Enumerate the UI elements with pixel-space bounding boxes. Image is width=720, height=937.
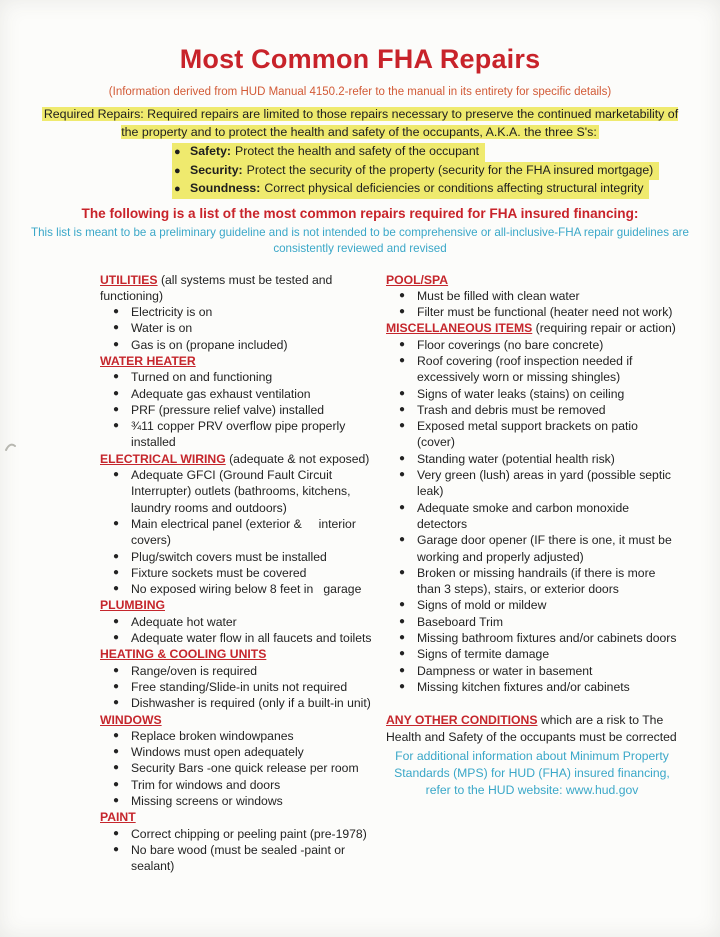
section-paint <box>100 809 374 874</box>
section-heading <box>100 597 374 613</box>
list-item <box>100 744 374 760</box>
list-item-text: Garage door opener (IF there is one, it must be working and properly adjusted) <box>417 533 672 564</box>
list-item-text: PRF (pressure relief valve) installed <box>131 402 325 417</box>
column-right <box>386 272 678 875</box>
list-item <box>386 418 678 451</box>
list-item <box>386 679 678 695</box>
list-item-text: Windows must open adequately <box>131 745 304 760</box>
list-item <box>386 532 678 565</box>
list-item-text: Broken or missing handrails (if there is more than 3 steps), stairs, or exterior doors <box>417 565 656 597</box>
bullet-icon: ● <box>399 306 406 318</box>
bullet-icon: ● <box>113 843 120 855</box>
three-s-text: Correct physical deficiencies or conditions affecting structural integrity <box>264 181 644 195</box>
list-item-text: Water is on <box>131 321 193 336</box>
column-left <box>100 272 374 875</box>
required-repairs-intro <box>36 105 684 141</box>
bullet-icon: ● <box>113 583 120 595</box>
section-heading <box>100 809 374 825</box>
list-item <box>386 646 678 662</box>
section-heading-title: WINDOWS <box>100 712 162 727</box>
list-item <box>100 760 374 776</box>
section-heading-title: ELECTRICAL WIRING <box>100 451 226 466</box>
list-item <box>386 337 678 353</box>
section-heading-suffix: (all systems must be tested and functioning) <box>100 272 333 303</box>
list-item-text: Plug/switch covers must be installed <box>131 549 327 564</box>
bullet-icon: ● <box>113 664 120 676</box>
section-heading <box>100 272 374 305</box>
list-item <box>386 304 678 320</box>
list-item-text: Signs of termite damage <box>417 647 550 662</box>
list-item-text: Range/oven is required <box>131 663 258 678</box>
list-item-text: Adequate hot water <box>131 614 237 629</box>
list-item-text: Signs of water leaks (stains) on ceiling <box>417 386 625 401</box>
list-item <box>172 143 485 162</box>
section-miscellaneous-items <box>386 320 678 695</box>
list-item <box>100 369 374 385</box>
list-item-text: Gas is on (propane included) <box>131 337 288 352</box>
pen-mark-icon <box>3 438 25 456</box>
list-item-text: Free standing/Slide-in units not required <box>131 679 348 694</box>
section-heading-title: MISCELLANEOUS ITEMS <box>386 321 533 336</box>
three-s-text: Protect the health and safety of the occupant <box>235 144 480 158</box>
list-item-text: Correct chipping or peeling paint (pre-1978) <box>131 826 367 841</box>
list-note: This list is meant to be a preliminary guideline and is not intended to be comprehensive or all-inclusive-FHA repair guidelines are consistently reviewed and revised <box>31 225 689 255</box>
list-item <box>100 679 374 695</box>
required-repairs-text: Required Repairs: Required repairs are limited to those repairs necessary to preserve the continued marketability of the property and to protect the health and safety of the occupants, A.K.A. the three S's: <box>43 107 679 139</box>
bullet-icon: ● <box>174 183 181 195</box>
bullet-icon: ● <box>174 146 181 158</box>
section-heading-title: PLUMBING <box>100 598 165 613</box>
list-item <box>100 793 374 809</box>
list-item <box>386 565 678 598</box>
bullet-icon: ● <box>399 632 406 644</box>
any-other-text: which are a risk to The Health and Safety of the occupants must be corrected <box>386 713 677 744</box>
list-item-text: No exposed wiring below 8 feet in garage <box>131 582 362 597</box>
list-item-text: Trim for windows and doors <box>131 777 281 792</box>
bullet-icon: ● <box>113 729 120 741</box>
bullet-icon: ● <box>113 795 120 806</box>
list-item-text: Adequate gas exhaust ventilation <box>131 386 311 401</box>
bullet-icon: ● <box>113 371 120 383</box>
list-item <box>100 549 374 565</box>
bullet-icon: ● <box>113 778 120 790</box>
bullet-icon: ● <box>399 615 406 627</box>
list-item <box>386 288 678 304</box>
list-item-text: Missing screens or windows <box>131 794 283 808</box>
bullet-icon: ● <box>399 664 406 676</box>
bullet-icon: ● <box>113 387 120 399</box>
section-utilities <box>100 272 374 353</box>
section-heading-suffix: (requiring repair or action) <box>532 321 676 336</box>
bullet-icon: ● <box>399 648 406 660</box>
list-item-text: Missing bathroom fixtures and/or cabinets doors <box>417 631 677 646</box>
list-item <box>100 614 374 630</box>
bullet-icon: ● <box>399 289 406 301</box>
section-heading-title: WATER HEATER <box>100 353 196 368</box>
section-plumbing <box>100 597 374 646</box>
page-title: Most Common FHA Repairs <box>179 44 541 74</box>
list-item <box>100 663 374 679</box>
list-item-text: Filter must be functional (heater need not work) <box>417 305 673 320</box>
hud-note-text: For additional information about Minimum Property Standards (MPS) for HUD (FHA) insured financing, refer to the HUD website: <box>394 748 670 797</box>
list-item-text: Electricity is on <box>131 305 213 320</box>
bullet-icon: ● <box>399 452 406 464</box>
bullet-icon: ● <box>113 680 120 692</box>
bullet-icon: ● <box>113 338 120 350</box>
bullet-icon: ● <box>113 403 120 415</box>
bullet-icon: ● <box>113 615 120 627</box>
list-item <box>100 842 374 875</box>
bullet-icon: ● <box>399 387 406 399</box>
three-s-list <box>172 143 659 199</box>
section-heading <box>386 320 678 336</box>
list-item <box>100 695 374 711</box>
list-item <box>386 614 678 630</box>
list-item-text: Turned on and functioning <box>131 370 273 385</box>
list-item <box>172 162 659 181</box>
list-item <box>386 467 678 500</box>
list-item-text: Exposed metal support brackets on patio (cover) <box>417 419 638 450</box>
list-item-text: Standing water (potential health risk) <box>417 451 615 466</box>
section-heading <box>100 712 374 728</box>
list-item <box>386 597 678 613</box>
any-other-conditions <box>386 712 678 745</box>
list-item-text: Trash and debris must be removed <box>417 402 606 417</box>
list-item <box>100 386 374 402</box>
list-item <box>100 337 374 353</box>
bullet-icon: ● <box>399 599 406 611</box>
section-heating-cooling-units <box>100 646 374 711</box>
bullet-icon: ● <box>113 322 120 334</box>
list-item <box>100 728 374 744</box>
bullet-icon: ● <box>113 420 120 432</box>
list-heading: The following is a list of the most common repairs required for FHA insured financing: <box>81 205 639 221</box>
bullet-icon: ● <box>113 827 120 839</box>
list-item <box>100 304 374 320</box>
page-subtitle: (Information derived from HUD Manual 4150.2-refer to the manual in its entirety for specific details) <box>108 86 612 98</box>
list-item <box>100 826 374 842</box>
list-item <box>100 320 374 336</box>
list-item-text: Security Bars -one quick release per room <box>131 761 359 776</box>
list-item-text: Floor coverings (no bare concrete) <box>417 337 604 352</box>
section-heading <box>386 272 678 288</box>
three-s-label: Safety: <box>190 144 232 158</box>
list-item-text: Missing kitchen fixtures and/or cabinets <box>417 679 630 694</box>
list-item-text: Very green (lush) areas in yard (possible septic leak) <box>417 468 672 499</box>
list-item-text: Main electrical panel (exterior & interior covers) <box>131 516 356 548</box>
bullet-icon: ● <box>113 550 120 562</box>
list-item-text: Replace broken windowpanes <box>131 728 294 743</box>
hud-website-url: www.hud.gov <box>565 782 639 797</box>
two-column-body <box>100 272 720 875</box>
list-item-text: Adequate water flow in all faucets and toilets <box>131 631 372 646</box>
section-windows <box>100 712 374 810</box>
section-heading-title: UTILITIES <box>100 272 158 287</box>
bullet-icon: ● <box>113 306 120 318</box>
list-item-text: Roof covering (roof inspection needed if excessively worn or missing shingles) <box>417 353 633 385</box>
bullet-icon: ● <box>399 469 406 481</box>
list-item <box>100 516 374 549</box>
bullet-icon: ● <box>174 164 181 177</box>
list-item <box>172 180 649 199</box>
hud-info-note <box>386 748 678 799</box>
list-item <box>100 630 374 646</box>
bullet-icon: ● <box>399 680 406 692</box>
list-item <box>386 630 678 646</box>
bullet-icon: ● <box>113 697 120 709</box>
section-electrical-wiring <box>100 451 374 598</box>
section-heading <box>100 353 374 369</box>
bullet-icon: ● <box>113 762 120 774</box>
list-item-text: ¾11 copper PRV overflow pipe properly installed <box>131 419 346 450</box>
any-other-heading: ANY OTHER CONDITIONS <box>386 713 538 728</box>
three-s-label: Soundness: <box>190 181 261 195</box>
bullet-icon: ● <box>113 469 120 481</box>
list-item-text: No bare wood (must be sealed -paint or sealant) <box>131 842 346 874</box>
bullet-icon: ● <box>113 746 120 758</box>
section-heading-title: HEATING & COOLING UNITS <box>100 647 267 662</box>
list-item-text: Dampness or water in basement <box>417 663 593 678</box>
section-heading <box>100 646 374 662</box>
bullet-icon: ● <box>399 534 406 546</box>
section-heading-title: PAINT <box>100 810 136 825</box>
list-item <box>100 402 374 418</box>
document-header <box>0 0 720 258</box>
bullet-icon: ● <box>399 354 406 366</box>
list-item <box>386 386 678 402</box>
list-item <box>100 467 374 516</box>
bullet-icon: ● <box>399 403 406 415</box>
section-heading-title: POOL/SPA <box>386 272 449 287</box>
section-heading <box>100 451 374 467</box>
list-item-text: Baseboard Trim <box>417 614 504 629</box>
bullet-icon: ● <box>113 632 120 644</box>
list-item <box>100 777 374 793</box>
bullet-icon: ● <box>399 420 406 432</box>
list-item <box>100 581 374 597</box>
three-s-text: Protect the security of the property (security for the FHA insured mortgage) <box>246 162 654 177</box>
list-item-text: Adequate GFCI (Ground Fault Circuit Interrupter) outlets (bathrooms, kitchens, laundry rooms and outdoors) <box>131 468 351 515</box>
section-heading-suffix: (adequate & not exposed) <box>225 451 370 466</box>
list-item <box>386 451 678 467</box>
list-item-text: Must be filled with clean water <box>417 288 580 303</box>
list-item-text: Adequate smoke and carbon monoxide detectors <box>417 500 630 531</box>
list-item <box>386 402 678 418</box>
list-item-text: Dishwasher is required (only if a built-in unit) <box>131 696 371 711</box>
list-item <box>386 500 678 533</box>
list-item <box>100 418 374 451</box>
bullet-icon: ● <box>399 566 406 578</box>
list-item <box>386 663 678 679</box>
list-item-text: Signs of mold or mildew <box>417 598 547 613</box>
three-s-label: Security: <box>190 162 243 177</box>
bullet-icon: ● <box>113 517 120 529</box>
bullet-icon: ● <box>113 566 120 578</box>
section-water-heater <box>100 353 374 451</box>
list-item <box>386 353 678 386</box>
list-item <box>100 565 374 581</box>
bullet-icon: ● <box>399 338 406 350</box>
list-item-text: Fixture sockets must be covered <box>131 565 307 580</box>
bullet-icon: ● <box>399 501 406 513</box>
section-pool-spa <box>386 272 678 321</box>
